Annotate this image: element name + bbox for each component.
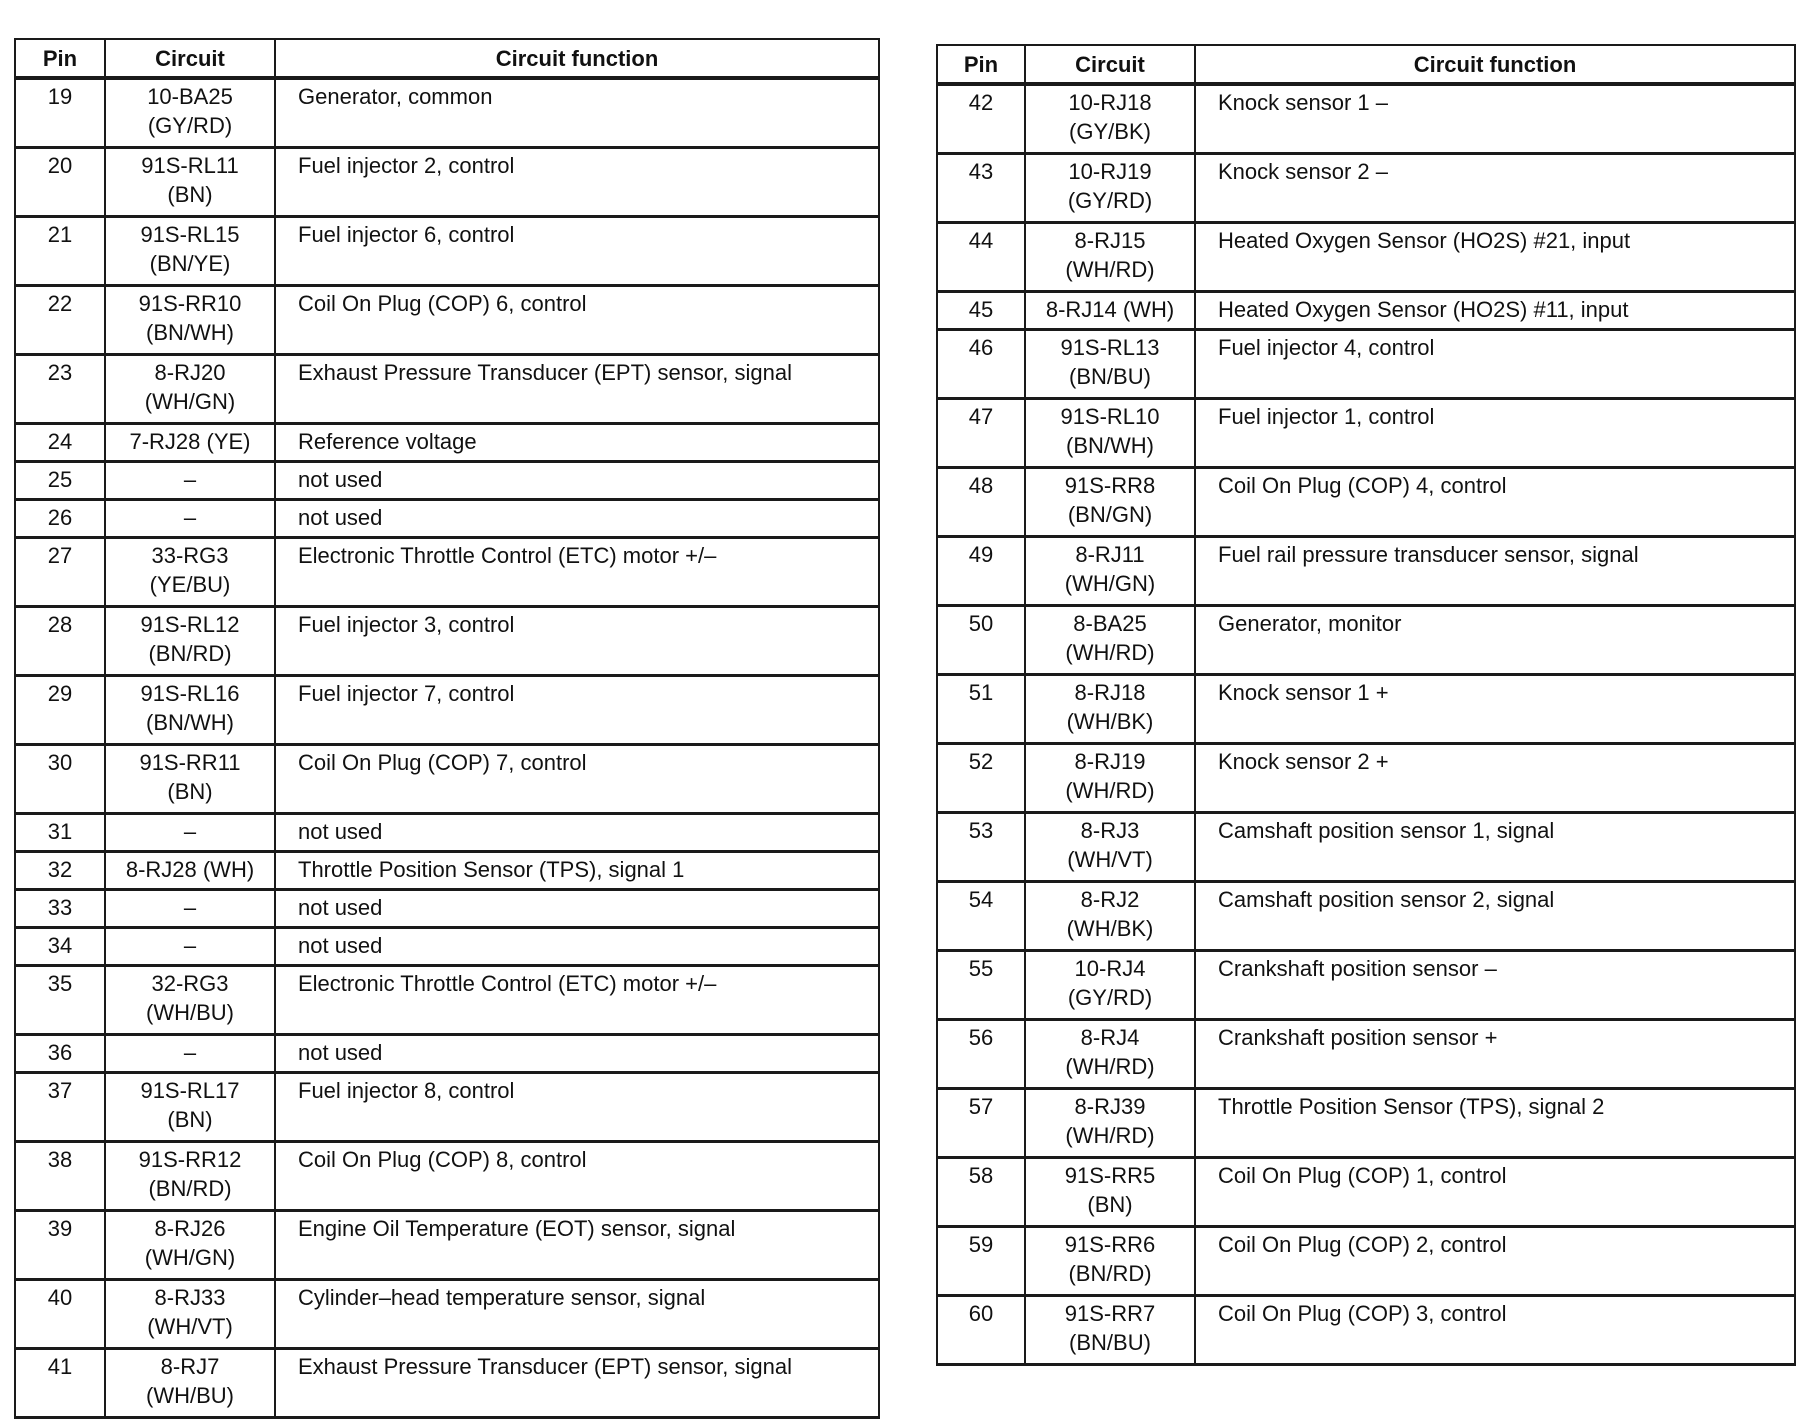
circuit-cell bbox=[1025, 813, 1195, 882]
wire-color: (WH/RD) bbox=[1065, 778, 1155, 803]
table-row bbox=[15, 500, 879, 538]
circuit-function: Coil On Plug (COP) 3, control bbox=[1195, 1296, 1795, 1365]
wire-color: (BN/YE) bbox=[149, 251, 231, 276]
circuit-id: 91S-RR8 bbox=[1064, 473, 1156, 498]
header-row bbox=[937, 45, 1795, 84]
circuit-cell bbox=[105, 676, 275, 745]
pin-number: 35 bbox=[15, 966, 105, 1035]
circuit-function: not used bbox=[275, 1035, 879, 1073]
circuit-cell bbox=[105, 966, 275, 1035]
wire-color: (BN/GN) bbox=[1067, 502, 1153, 527]
circuit-function: Knock sensor 2 – bbox=[1195, 154, 1795, 223]
circuit-id: 8-RJ39 bbox=[1074, 1094, 1146, 1119]
circuit-function: Camshaft position sensor 2, signal bbox=[1195, 882, 1795, 951]
circuit-function: Fuel injector 7, control bbox=[275, 676, 879, 745]
pin-number: 37 bbox=[15, 1073, 105, 1142]
circuit-cell bbox=[1025, 330, 1195, 399]
wire-color: (WH/GN) bbox=[144, 1245, 236, 1270]
circuit-function: not used bbox=[275, 462, 879, 500]
pin-number: 58 bbox=[937, 1158, 1025, 1227]
circuit-id: 91S-RL13 bbox=[1060, 335, 1160, 360]
table-row bbox=[15, 1211, 879, 1280]
table-row bbox=[937, 537, 1795, 606]
circuit-id: 7-RJ28 (YE) bbox=[129, 429, 251, 454]
circuit-function: Electronic Throttle Control (ETC) motor +/– bbox=[275, 966, 879, 1035]
table-row bbox=[937, 84, 1795, 154]
wire-color: (WH/RD) bbox=[1065, 1123, 1155, 1148]
circuit-id: – bbox=[183, 819, 197, 844]
table-row bbox=[937, 1020, 1795, 1089]
table-row bbox=[937, 468, 1795, 537]
wire-color: (WH/BU) bbox=[146, 1383, 234, 1408]
circuit-function: Coil On Plug (COP) 2, control bbox=[1195, 1227, 1795, 1296]
wire-color: (BN) bbox=[167, 1107, 213, 1132]
pin-number: 42 bbox=[937, 84, 1025, 154]
circuit-function: Engine Oil Temperature (EOT) sensor, signal bbox=[275, 1211, 879, 1280]
circuit-function: not used bbox=[275, 890, 879, 928]
header-row bbox=[15, 39, 879, 78]
circuit-function: Generator, monitor bbox=[1195, 606, 1795, 675]
circuit-cell bbox=[1025, 744, 1195, 813]
circuit-id: 91S-RL15 bbox=[140, 222, 240, 247]
circuit-cell bbox=[1025, 154, 1195, 223]
circuit-cell bbox=[105, 500, 275, 538]
table-row bbox=[15, 607, 879, 676]
circuit-id: 8-RJ33 bbox=[154, 1285, 226, 1310]
pin-number: 39 bbox=[15, 1211, 105, 1280]
pin-number: 53 bbox=[937, 813, 1025, 882]
circuit-function: Heated Oxygen Sensor (HO2S) #11, input bbox=[1195, 292, 1795, 330]
circuit-function: Fuel rail pressure transducer sensor, signal bbox=[1195, 537, 1795, 606]
circuit-cell bbox=[1025, 468, 1195, 537]
circuit-id: – bbox=[183, 1040, 197, 1065]
circuit-id: – bbox=[183, 467, 197, 492]
circuit-id: – bbox=[183, 505, 197, 530]
header-pin: Pin bbox=[15, 39, 105, 78]
circuit-id: 8-RJ3 bbox=[1080, 818, 1140, 843]
table-row bbox=[15, 78, 879, 148]
circuit-function: Exhaust Pressure Transducer (EPT) sensor, signal bbox=[275, 1349, 879, 1418]
circuit-cell bbox=[1025, 223, 1195, 292]
wire-color: (BN) bbox=[167, 779, 213, 804]
circuit-cell bbox=[1025, 399, 1195, 468]
circuit-cell bbox=[105, 928, 275, 966]
pin-number: 27 bbox=[15, 538, 105, 607]
pin-number: 60 bbox=[937, 1296, 1025, 1365]
wire-color: (BN/BU) bbox=[1069, 364, 1151, 389]
pin-number: 46 bbox=[937, 330, 1025, 399]
table-row bbox=[937, 330, 1795, 399]
circuit-cell bbox=[105, 1211, 275, 1280]
table-row bbox=[15, 928, 879, 966]
wire-color: (BN/WH) bbox=[1066, 433, 1154, 458]
circuit-function: Camshaft position sensor 1, signal bbox=[1195, 813, 1795, 882]
table-row bbox=[15, 148, 879, 217]
pin-number: 55 bbox=[937, 951, 1025, 1020]
wire-color: (YE/BU) bbox=[149, 572, 231, 597]
circuit-function: Fuel injector 1, control bbox=[1195, 399, 1795, 468]
circuit-function: Heated Oxygen Sensor (HO2S) #21, input bbox=[1195, 223, 1795, 292]
table-row bbox=[937, 154, 1795, 223]
circuit-id: 10-BA25 bbox=[147, 84, 233, 109]
pin-number: 50 bbox=[937, 606, 1025, 675]
circuit-id: 33-RG3 bbox=[151, 543, 229, 568]
pin-number: 41 bbox=[15, 1349, 105, 1418]
wire-color: (BN/BU) bbox=[1069, 1330, 1151, 1355]
table-row bbox=[15, 676, 879, 745]
circuit-cell bbox=[1025, 1089, 1195, 1158]
wire-color: (BN/WH) bbox=[146, 320, 234, 345]
circuit-id: 91S-RR12 bbox=[138, 1147, 242, 1172]
circuit-function: Fuel injector 2, control bbox=[275, 148, 879, 217]
pin-number: 24 bbox=[15, 424, 105, 462]
table-row bbox=[937, 813, 1795, 882]
table-row bbox=[15, 1035, 879, 1073]
circuit-cell bbox=[105, 1280, 275, 1349]
circuit-cell bbox=[1025, 537, 1195, 606]
pin-number: 31 bbox=[15, 814, 105, 852]
pin-number: 33 bbox=[15, 890, 105, 928]
circuit-cell bbox=[1025, 1227, 1195, 1296]
wire-color: (BN/WH) bbox=[146, 710, 234, 735]
circuit-function: Knock sensor 1 – bbox=[1195, 84, 1795, 154]
circuit-id: 91S-RL17 bbox=[140, 1078, 240, 1103]
circuit-function: Fuel injector 8, control bbox=[275, 1073, 879, 1142]
circuit-id: 91S-RL10 bbox=[1060, 404, 1160, 429]
wire-color: (WH/RD) bbox=[1065, 640, 1155, 665]
pin-number: 47 bbox=[937, 399, 1025, 468]
circuit-cell bbox=[1025, 1296, 1195, 1365]
pin-number: 56 bbox=[937, 1020, 1025, 1089]
circuit-id: 8-RJ26 bbox=[154, 1216, 226, 1241]
circuit-id: 10-RJ19 bbox=[1068, 159, 1152, 184]
table-row bbox=[937, 951, 1795, 1020]
circuit-id: 91S-RL16 bbox=[140, 681, 240, 706]
table-row bbox=[15, 538, 879, 607]
wire-color: (GY/RD) bbox=[1067, 985, 1153, 1010]
header-circuit: Circuit bbox=[1025, 45, 1195, 84]
pin-number: 34 bbox=[15, 928, 105, 966]
table-row bbox=[15, 424, 879, 462]
circuit-cell bbox=[105, 286, 275, 355]
circuit-id: 32-RG3 bbox=[151, 971, 229, 996]
pin-number: 23 bbox=[15, 355, 105, 424]
table-row bbox=[937, 399, 1795, 468]
circuit-function: Coil On Plug (COP) 4, control bbox=[1195, 468, 1795, 537]
circuit-function: Throttle Position Sensor (TPS), signal 1 bbox=[275, 852, 879, 890]
table-row bbox=[15, 462, 879, 500]
pin-number: 49 bbox=[937, 537, 1025, 606]
circuit-function: Reference voltage bbox=[275, 424, 879, 462]
table-row bbox=[937, 1089, 1795, 1158]
circuit-cell bbox=[105, 538, 275, 607]
wire-color: (BN/RD) bbox=[148, 1176, 232, 1201]
circuit-cell bbox=[105, 462, 275, 500]
circuit-id: 10-RJ4 bbox=[1074, 956, 1146, 981]
table-row bbox=[15, 745, 879, 814]
circuit-id: 10-RJ18 bbox=[1068, 90, 1152, 115]
wire-color: (GY/RD) bbox=[1067, 188, 1153, 213]
circuit-cell bbox=[105, 890, 275, 928]
table-row bbox=[15, 852, 879, 890]
pin-number: 52 bbox=[937, 744, 1025, 813]
pin-number: 30 bbox=[15, 745, 105, 814]
circuit-id: 8-RJ28 (WH) bbox=[125, 857, 255, 882]
pin-number: 36 bbox=[15, 1035, 105, 1073]
table-row bbox=[15, 1142, 879, 1211]
pin-number: 44 bbox=[937, 223, 1025, 292]
wire-color: (WH/BU) bbox=[146, 1000, 234, 1025]
table-row bbox=[937, 1296, 1795, 1365]
circuit-cell bbox=[105, 607, 275, 676]
circuit-cell bbox=[105, 148, 275, 217]
pin-number: 59 bbox=[937, 1227, 1025, 1296]
circuit-id: 91S-RR6 bbox=[1064, 1232, 1156, 1257]
pin-number: 20 bbox=[15, 148, 105, 217]
table-row bbox=[15, 1349, 879, 1418]
circuit-cell bbox=[1025, 882, 1195, 951]
circuit-function: not used bbox=[275, 928, 879, 966]
circuit-id: 8-RJ11 bbox=[1075, 542, 1145, 567]
wire-color: (WH/VT) bbox=[147, 1314, 233, 1339]
table-row bbox=[15, 814, 879, 852]
table-row bbox=[15, 890, 879, 928]
wire-color: (WH/RD) bbox=[1065, 257, 1155, 282]
pin-number: 25 bbox=[15, 462, 105, 500]
circuit-id: 91S-RL11 bbox=[141, 153, 239, 178]
circuit-id: 91S-RL12 bbox=[140, 612, 240, 637]
circuit-cell bbox=[105, 78, 275, 148]
pin-table-right bbox=[936, 44, 1796, 1366]
pin-number: 32 bbox=[15, 852, 105, 890]
wire-color: (WH/GN) bbox=[1064, 571, 1156, 596]
circuit-function: Fuel injector 6, control bbox=[275, 217, 879, 286]
circuit-cell bbox=[1025, 675, 1195, 744]
pin-number: 43 bbox=[937, 154, 1025, 223]
circuit-id: 8-RJ15 bbox=[1074, 228, 1146, 253]
circuit-cell bbox=[1025, 951, 1195, 1020]
table-row bbox=[15, 355, 879, 424]
circuit-function: Electronic Throttle Control (ETC) motor +/– bbox=[275, 538, 879, 607]
circuit-function: Knock sensor 2 + bbox=[1195, 744, 1795, 813]
wire-color: (BN) bbox=[167, 182, 213, 207]
wire-color: (BN) bbox=[1087, 1192, 1133, 1217]
wire-color: (GY/RD) bbox=[147, 113, 233, 138]
wire-color: (WH/VT) bbox=[1067, 847, 1153, 872]
pin-table-left bbox=[14, 38, 880, 1419]
circuit-cell bbox=[105, 355, 275, 424]
circuit-cell bbox=[105, 424, 275, 462]
circuit-function: Fuel injector 4, control bbox=[1195, 330, 1795, 399]
circuit-cell bbox=[105, 745, 275, 814]
wire-color: (GY/BK) bbox=[1069, 119, 1151, 144]
circuit-cell bbox=[1025, 84, 1195, 154]
circuit-id: 91S-RR5 bbox=[1064, 1163, 1156, 1188]
circuit-function: Cylinder–head temperature sensor, signal bbox=[275, 1280, 879, 1349]
table-row bbox=[15, 1280, 879, 1349]
header-circuit-function: Circuit function bbox=[1195, 45, 1795, 84]
circuit-id: 91S-RR11 bbox=[139, 750, 241, 775]
circuit-cell bbox=[105, 1349, 275, 1418]
circuit-id: 91S-RR7 bbox=[1064, 1301, 1156, 1326]
wire-color: (BN/RD) bbox=[148, 641, 232, 666]
table-row bbox=[937, 292, 1795, 330]
circuit-id: 8-RJ4 bbox=[1080, 1025, 1140, 1050]
pin-number: 29 bbox=[15, 676, 105, 745]
circuit-cell bbox=[1025, 606, 1195, 675]
circuit-function: Coil On Plug (COP) 1, control bbox=[1195, 1158, 1795, 1227]
circuit-id: 8-RJ20 bbox=[154, 360, 226, 385]
circuit-id: 8-RJ2 bbox=[1080, 887, 1140, 912]
table-row bbox=[15, 966, 879, 1035]
wire-color: (WH/BK) bbox=[1066, 709, 1154, 734]
table-row bbox=[15, 217, 879, 286]
table-row bbox=[937, 223, 1795, 292]
pin-number: 51 bbox=[937, 675, 1025, 744]
table-row bbox=[15, 1073, 879, 1142]
circuit-cell bbox=[105, 1142, 275, 1211]
wire-color: (WH/RD) bbox=[1065, 1054, 1155, 1079]
circuit-function: Throttle Position Sensor (TPS), signal 2 bbox=[1195, 1089, 1795, 1158]
circuit-function: Generator, common bbox=[275, 78, 879, 148]
table-row bbox=[937, 606, 1795, 675]
circuit-function: Coil On Plug (COP) 8, control bbox=[275, 1142, 879, 1211]
header-circuit: Circuit bbox=[105, 39, 275, 78]
table-row bbox=[937, 1227, 1795, 1296]
circuit-id: 8-RJ7 bbox=[160, 1354, 220, 1379]
pin-number: 40 bbox=[15, 1280, 105, 1349]
circuit-id: 8-RJ18 bbox=[1074, 680, 1146, 705]
table-row bbox=[937, 744, 1795, 813]
wire-color: (WH/BK) bbox=[1066, 916, 1154, 941]
pin-number: 22 bbox=[15, 286, 105, 355]
table-row bbox=[15, 286, 879, 355]
pin-number: 26 bbox=[15, 500, 105, 538]
circuit-cell bbox=[105, 217, 275, 286]
table-row bbox=[937, 882, 1795, 951]
pin-number: 28 bbox=[15, 607, 105, 676]
pin-number: 19 bbox=[15, 78, 105, 148]
circuit-cell bbox=[1025, 1158, 1195, 1227]
circuit-cell bbox=[105, 852, 275, 890]
circuit-id: – bbox=[183, 895, 197, 920]
header-pin: Pin bbox=[937, 45, 1025, 84]
circuit-function: Exhaust Pressure Transducer (EPT) sensor, signal bbox=[275, 355, 879, 424]
circuit-id: 91S-RR10 bbox=[138, 291, 242, 316]
circuit-function: Crankshaft position sensor – bbox=[1195, 951, 1795, 1020]
circuit-function: Fuel injector 3, control bbox=[275, 607, 879, 676]
circuit-function: Crankshaft position sensor + bbox=[1195, 1020, 1795, 1089]
circuit-cell bbox=[105, 1073, 275, 1142]
circuit-id: – bbox=[183, 933, 197, 958]
circuit-id: 8-BA25 bbox=[1073, 611, 1147, 636]
circuit-cell bbox=[1025, 1020, 1195, 1089]
circuit-id: 8-RJ19 bbox=[1074, 749, 1146, 774]
circuit-cell bbox=[1025, 292, 1195, 330]
wire-color: (BN/RD) bbox=[1068, 1261, 1152, 1286]
circuit-id: 8-RJ14 (WH) bbox=[1045, 297, 1175, 322]
circuit-function: not used bbox=[275, 814, 879, 852]
header-circuit-function: Circuit function bbox=[275, 39, 879, 78]
table-row bbox=[937, 675, 1795, 744]
pin-number: 38 bbox=[15, 1142, 105, 1211]
pin-number: 45 bbox=[937, 292, 1025, 330]
circuit-cell bbox=[105, 1035, 275, 1073]
pin-number: 21 bbox=[15, 217, 105, 286]
circuit-function: Coil On Plug (COP) 6, control bbox=[275, 286, 879, 355]
pin-number: 54 bbox=[937, 882, 1025, 951]
circuit-cell bbox=[105, 814, 275, 852]
pin-number: 48 bbox=[937, 468, 1025, 537]
wire-color: (WH/GN) bbox=[144, 389, 236, 414]
table-row bbox=[937, 1158, 1795, 1227]
circuit-function: Coil On Plug (COP) 7, control bbox=[275, 745, 879, 814]
pin-number: 57 bbox=[937, 1089, 1025, 1158]
circuit-function: not used bbox=[275, 500, 879, 538]
circuit-function: Knock sensor 1 + bbox=[1195, 675, 1795, 744]
